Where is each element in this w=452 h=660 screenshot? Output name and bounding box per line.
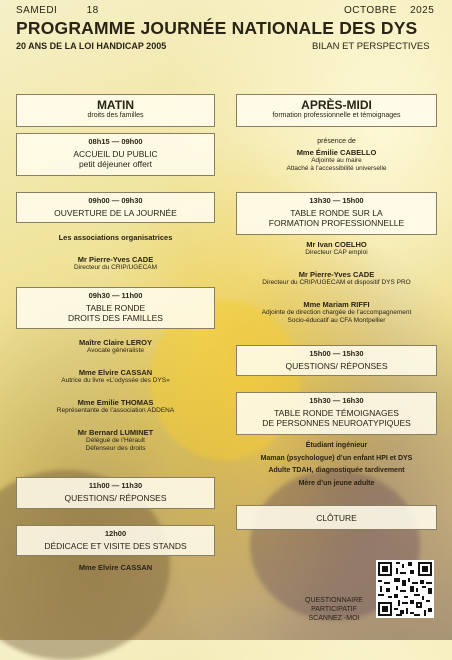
subtitle-right: BILAN ET PERSPECTIVES (312, 41, 430, 52)
witness-item: Adulte TDAH, diagnostiquée tardivement (268, 467, 405, 474)
witness-item: Mère d’un jeune adulte (298, 479, 375, 487)
qr-caption (296, 596, 372, 623)
year-label: 2025 (410, 5, 435, 16)
speaker-role: Socio-éducatif au CFA Montpellier (287, 317, 386, 324)
speaker-role: Attaché à l’accessibilité universelle (286, 165, 387, 172)
speaker-name: Mr Ivan COELHO (306, 240, 367, 249)
slot-title: TABLE RONDE (85, 303, 146, 313)
slot-time: 11h00 — 11h30 (88, 481, 143, 490)
speaker-role: Défenseur des droits (85, 445, 146, 452)
speaker-role: Directeur du CRIP/UGECAM (73, 264, 158, 271)
month-label: OCTOBRE (344, 5, 397, 16)
afternoon-slot-testimonies (236, 392, 437, 435)
morning-slot-qa (16, 477, 215, 509)
afternoon-witnesses (236, 440, 437, 490)
slot-title: TABLE RONDE TÉMOIGNAGES (274, 408, 399, 418)
slot-time: 15h00 — 15h30 (309, 349, 364, 358)
qr-code-icon[interactable] (376, 560, 434, 618)
slot-title-2: DE PERSONNES NEUROATYPIQUES (262, 418, 411, 428)
slot-time: 09h00 — 09h30 (88, 196, 143, 205)
speaker-name: Mr Pierre-Yves CADE (298, 270, 375, 279)
day-label: SAMEDI (16, 5, 58, 16)
closing-label: CLÔTURE (316, 513, 357, 523)
slot-time: 15h30 — 16h30 (309, 396, 364, 405)
slot-time: 13h30 — 15h00 (309, 196, 364, 205)
slot-time: 09h30 — 11h00 (88, 291, 143, 300)
speaker-role: Autrice du livre «L’odyssée des DYS» (61, 377, 170, 384)
subtitle-left: 20 ANS DE LA LOI HANDICAP 2005 (16, 41, 167, 51)
speaker-name: Mme Mariam RIFFI (303, 300, 370, 309)
slot-time: 12h00 (104, 529, 127, 538)
morning-slot-welcome (16, 133, 215, 176)
afternoon-training-speakers (236, 240, 437, 325)
date-month (344, 5, 434, 16)
witness-item: Étudiant ingénieur (305, 442, 368, 449)
speaker-role: Adjointe de direction chargée de l’accompagnement (261, 309, 412, 316)
slot-title: OUVERTURE DE LA JOURNÉE (54, 208, 177, 218)
afternoon-closing (236, 505, 437, 530)
slot-title-2: FORMATION PROFESSIONNELLE (268, 218, 405, 228)
slot-detail: petit déjeuner offert (78, 159, 153, 169)
morning-slot-signing (16, 525, 215, 556)
slot-title: ACCUEIL DU PUBLIC (73, 149, 158, 159)
speaker-name: Mme Elvire CASSAN (78, 563, 153, 572)
afternoon-guest (236, 138, 437, 173)
afternoon-heading: APRÈS-MIDI (301, 98, 372, 112)
morning-signing-speaker (16, 563, 215, 572)
speaker-name: Maître Claire LEROY (79, 338, 152, 347)
speaker-role: Représentante de l’association ADDENA (56, 407, 175, 414)
slot-title: QUESTIONS/ RÉPONSES (64, 493, 167, 503)
day-number: 18 (86, 5, 99, 16)
qr-caption-line: QUESTIONNAIRE (305, 597, 363, 604)
witness-item: Maman (psychologue) d’un enfant HPI et DYS (260, 454, 413, 462)
slot-title: QUESTIONS/ RÉPONSES (285, 361, 388, 371)
afternoon-slot-qa (236, 345, 437, 376)
slot-title: TABLE RONDE SUR LA (290, 208, 383, 218)
morning-header (16, 94, 215, 127)
date-day (16, 5, 99, 16)
qr-caption-line: SCANNEZ -MOI (308, 615, 360, 622)
speaker-name: Mme Elvire CASSAN (78, 368, 153, 377)
speaker-role: Avocate généraliste (87, 347, 144, 354)
presence-label: présence de (317, 138, 356, 145)
slot-title-2: DROITS DES FAMILLES (68, 313, 163, 323)
speaker-role: Adjointe au maire (311, 157, 362, 164)
speaker-role: Délégué de l’Hérault (86, 437, 145, 444)
speaker-name: Mr Bernard LUMINET (77, 428, 154, 437)
speaker-name: Mme Émilie CABELLO (296, 148, 377, 157)
morning-slot-roundtable (16, 287, 215, 329)
morning-heading: MATIN (96, 98, 135, 112)
afternoon-header (236, 94, 437, 127)
speaker-role: Directeur CAP emploi (305, 249, 368, 256)
speaker-name: Mr Pierre-Yves CADE (77, 255, 154, 264)
afternoon-slot-roundtable-training (236, 192, 437, 235)
slot-title: DÉDICACE ET VISITE DES STANDS (44, 541, 187, 551)
slot-time: 08h15 — 09h00 (88, 137, 143, 146)
qr-caption-line: PARTICIPATIF (311, 606, 357, 613)
speaker-name: Mme Emilie THOMAS (77, 398, 154, 407)
page-title: PROGRAMME JOURNÉE NATIONALE DES DYS (16, 18, 418, 38)
morning-roundtable-speakers (16, 338, 215, 453)
morning-opening-speakers (16, 233, 215, 272)
morning-subheading: droits des familles (87, 112, 144, 119)
speaker-role: Directeur du CRIP/UGECAM et dispositif DYS PRO (262, 279, 411, 286)
associations-label: Les associations organisatrices (58, 233, 173, 242)
afternoon-subheading: formation professionnelle et témoignages (272, 112, 401, 119)
morning-slot-opening (16, 192, 215, 223)
